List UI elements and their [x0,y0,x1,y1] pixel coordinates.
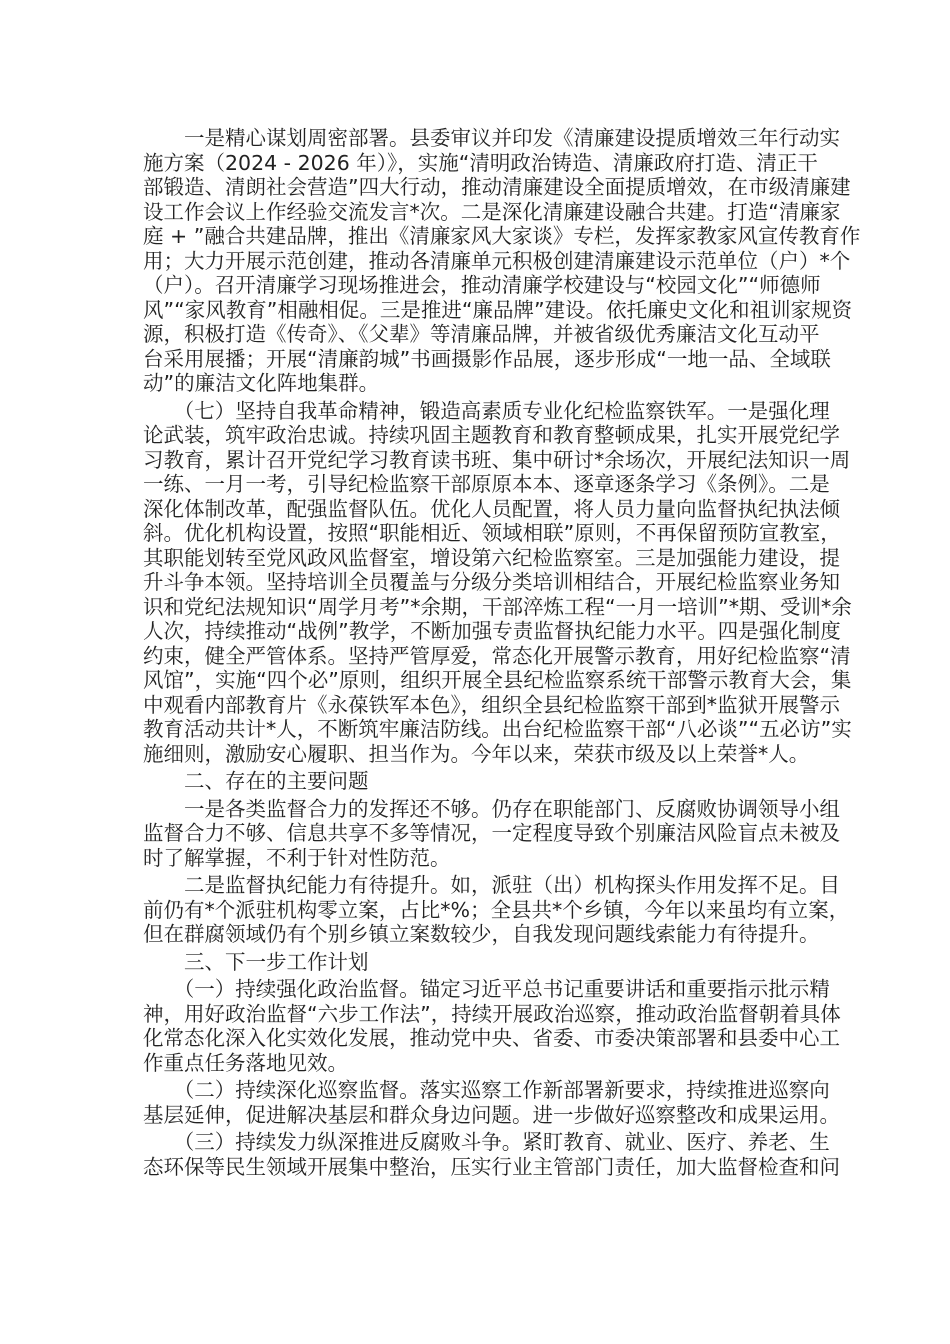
text-line: 化常态化深入化实效化发展，推动党中央、省委、市委决策部署和县委中心工 [143,1026,840,1050]
text-line: 源，积极打造《传奇》、《父辈》等清廉品牌，并被省级优秀廉洁文化互动平 [143,322,820,346]
paragraph [143,126,861,396]
text-line: 人次，持续推动“战例”教学，不断加强专责监督执纪能力水平。四是强化制度 [143,619,841,643]
text-line: （二）持续深化巡察监督。落实巡察工作新部署新要求，持续推进巡察向 [143,1078,830,1102]
text-line: 台采用展播；开展“清廉韵城”书画摄影作品展，逐步形成“一地一品、全域联 [143,346,831,371]
text-line: 基层延伸，促进解决基层和群众身边问题。进一步做好巡察整改和成果运用。 [143,1102,840,1127]
text-line: 但在群腐领域仍有个别乡镇立案数较少，自我发现问题线索能力有待提升。 [143,922,820,946]
text-line: 部锻造、清朗社会营造”四大行动，推动清廉建设全面提质增效，在市级清廉建 [143,175,851,199]
text-line: （户）。召开清廉学习现场推进会，推动清廉学校建设与“校园文化”“师德师 [143,273,821,297]
section-heading [143,769,803,794]
text-line: 升斗争本领。坚持培训全员覆盖与分级分类培训相结合，开展纪检监察业务知 [143,570,840,594]
text-line: 监督合力不够、信息共享不多等情况，一定程度导致个别廉洁风险盲点未被及 [143,821,840,845]
paragraph [143,977,841,1075]
text-line: 庭 + ”融合共建品牌，推出《清廉家风大家谈》专栏，发挥家教家风宣传教育作 [143,224,861,248]
text-line: 时了解掌握，不利于针对性防范。 [143,845,451,870]
paragraph [143,796,840,871]
text-line: 设工作会议上作经验交流发言*次。二是深化清廉建设融合共建。打造“清廉家 [143,199,841,224]
text-line: 约束，健全严管体系。坚持严管厚爱，常态化开展警示教育，用好纪检监察“清 [143,643,851,668]
text-line: 论武装，筑牢政治忠诚。持续巩固主题教育和教育整顿成果，扎实开展党纪学 [143,423,840,447]
paragraph [143,1130,840,1179]
text-line: 二、存在的主要问题 [143,769,369,793]
paragraph [143,1078,840,1127]
paragraph [143,873,850,947]
text-line: 风”“家风教育”相融相促。三是推进“廉品牌”建设。依托廉史文化和祖训家规资 [143,297,853,322]
text-line: 态环保等民生领域开展集中整治，压实行业主管部门责任，加大监督检查和问 [143,1154,840,1179]
text-line: 施方案（2024 - 2026 年）》，实施“清明政治铸造、清廉政府打造、清正干 [143,150,818,175]
text-line: 一是精心谋划周密部署。县委审议并印发《清廉建设提质增效三年行动实 [143,126,840,150]
text-line: 其职能划转至党风政风监督室，增设第六纪检监察室。三是加强能力建设，提 [143,545,840,570]
text-line: （七）坚持自我革命精神，锻造高素质专业化纪检监察铁军。一是强化理 [143,398,830,423]
document-body [143,126,861,1182]
text-line: 一是各类监督合力的发挥还不够。仍存在职能部门、反腐败协调领导小组 [143,796,840,821]
text-line: 施细则，激励安心履职、担当作为。今年以来，荣获市级及以上荣誉*人。 [143,741,810,766]
paragraph [143,398,852,767]
text-line: （一）持续强化政治监督。锚定习近平总书记重要讲话和重要指示批示精 [143,977,830,1001]
text-line: 一练、一月一考，引导纪检监察干部原原本本、逐章逐条学习《条例》。二是 [143,472,830,496]
text-line: 教育活动共计*人，不断筑牢廉洁防线。出台纪检监察干部“八必谈”“五必访”实 [143,717,852,741]
text-line: 中观看内部教育片《永葆铁军本色》，组织全县纪检监察干部到*监狱开展警示 [143,692,840,717]
text-line: 前仍有*个派驻机构零立案，占比*%；全县共*个乡镇，今年以来虽均有立案， [143,897,850,922]
text-line: 动”的廉洁文化阵地集群。 [143,371,380,395]
text-line: （三）持续发力纵深推进反腐败斗争。紧盯教育、就业、医疗、养老、生 [143,1130,830,1154]
text-line: 识和党纪法规知识“周学月考”*余期，干部淬炼工程“一月一培训”*期、受训*余 [143,594,852,619]
text-line: 斜。优化机构设置，按照“职能相近、领域相联”原则，不再保留预防宣教室， [143,521,841,545]
text-line: 习教育，累计召开党纪学习教育读书班、集中研讨*余场次，开展纪法知识一周 [143,447,851,472]
text-line: 作重点任务落地见效。 [143,1050,348,1075]
text-line: 用；大力开展示范创建，推动各清廉单元积极创建清廉建设示范单位（户）*个 [143,248,851,273]
text-line: 深化体制改革，配强监督队伍。优化人员配置，将人员力量向监督执纪执法倾 [143,496,840,521]
text-line: 二是监督执纪能力有待提升。如，派驻（出）机构探头作用发挥不足。目 [143,873,840,897]
text-line: 神，用好政治监督“六步工作法”，持续开展政治巡察，推动政治监督朝着具体 [143,1001,841,1026]
text-line: 风馆”，实施“四个必”原则，组织开展全县纪检监察系统干部警示教育大会，集 [143,668,852,692]
section-heading [143,950,803,975]
text-line: 三、下一步工作计划 [143,949,369,974]
